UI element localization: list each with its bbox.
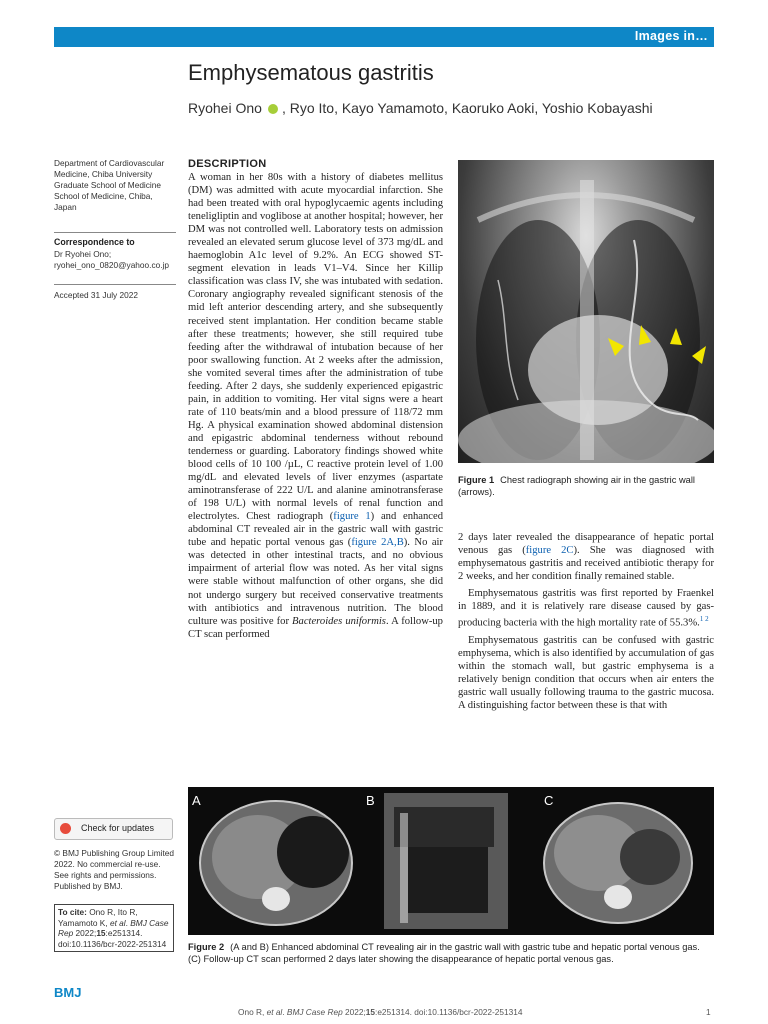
correspondence-email[interactable]: ryohei_ono_0820@yahoo.co.jp (54, 260, 169, 270)
figure-2ab-link[interactable]: figure 2A,B (351, 537, 404, 549)
bookmark-icon (60, 823, 71, 834)
section-heading: DESCRIPTION (188, 158, 267, 170)
correspondence-name: Dr Ryohei Ono; (54, 249, 112, 259)
check-updates-label: Check for updates (81, 823, 155, 833)
affiliation: Department of Cardiovascular Medicine, Chiba University Graduate School of Medicine School of Medicine, Chiba, Japan (54, 158, 165, 212)
author-list (188, 100, 653, 116)
bmj-logo: BMJ (54, 985, 82, 1000)
description-column-left (188, 171, 443, 641)
paragraph: A woman in her 80s with a history of diabetes mellitus (DM) was admitted with acute myocardial infarction. She had been treated with oral hypoglycaemic agents including teneligliptin and voglibose at another hospital; however, her DM was not controlled well. Laboratory tests on admission revealed an elevated serum glucose level of 373 mg/dL and haemoglobin A1c level of 9.2%. An ECG showed ST-segment elevation in leads V1–V4. Since her Killip classification was class IV, she was intubated with sedation. Coronary angiography revealed significant stenosis of the mid left anterior descending artery, and she subsequently received stent implantation. Her condition became stable after these treatments; however, she still required tube feeding after the withdrawal of intubation because of her poor swallowing function. At 2 weeks after the admission, she vomited several times after the administration of tube feeding. After 2 days, she suddenly experienced epigastric pain, in addition to vomiting. Her vital signs were a heart rate of 110 beats/min and a blood pressure of 118/72 mm Hg. A physical examination showed abdominal distension and epigastric abdominal tenderness without rebound tenderness or guarding. Laboratory findings showed white blood cells of 10 100 /µL, C reactive protein level of 1.00 mg/dL and elevated levels of liver enzymes (aspartate aminotransferase of 222 U/L and alanine aminotransferase of 198 U/L) with normal levels of renal function and electrolytes. Chest radiograph (figure 1) and enhanced abdominal CT revealed air in the gastric wall with gastric tube and hepatic portal venous gas (figure 2A,B). No air was detected in other intestinal tracts, and no obvious impairment of arterial flow was noted. As her vital signs were stable without malfunction of other organs, she did not undergo surgery but received conservative treatments with antibiotics and intravenous nutrition. The blood culture was positive for Bacteroides uniformis. A follow-up CT scan performed (188, 172, 444, 640)
divider (54, 284, 176, 285)
section-banner (54, 27, 714, 47)
first-author[interactable]: Ryohei Ono (188, 100, 262, 116)
description-column-right (458, 531, 714, 712)
figure-2c-link[interactable]: figure 2C (525, 545, 574, 557)
to-cite-label: To cite: (58, 907, 87, 917)
page-number: 1 (706, 1007, 711, 1017)
correspondence-label: Correspondence to (54, 237, 135, 247)
footer-citation: Ono R, et al. BMJ Case Rep 2022;15:e251314. doi:10.1136/bcr-2022-251314 (238, 1007, 523, 1017)
figure-1-link[interactable]: figure 1 (333, 511, 371, 523)
panel-label-b: B (366, 793, 375, 808)
article-title: Emphysematous gastritis (188, 60, 434, 85)
ct-scan-figure (188, 787, 714, 935)
panel-label-a: A (192, 793, 201, 808)
reference-link[interactable]: 1 2 (699, 615, 709, 624)
paragraph: Emphysematous gastritis can be confused with gastric emphysema, which is also identified by accumulation of gas within the stomach wall, but gastric emphysema is a relatively benign condition that occurs when air enters the gastric wall usually following trauma to the gastric mucosa. A distinguishing factor between these is that with (458, 634, 714, 712)
check-updates-button[interactable] (54, 818, 173, 840)
copyright-notice: © BMJ Publishing Group Limited 2022. No commercial re-use. See rights and permissions. Published by BMJ. (54, 848, 175, 891)
ct-panels-drawing (188, 787, 714, 935)
to-cite-box: To cite: Ono R, Ito R, Yamamoto K, et al. BMJ Case Rep 2022;15:e251314. doi:10.1136/bcr-2022-251314 (54, 904, 174, 952)
figure-1-caption: Figure 1 Chest radiograph showing air in the gastric wall (arrows). (458, 475, 695, 497)
accepted-date: Accepted 31 July 2022 (54, 290, 138, 300)
figure-2-caption: Figure 2 (A and B) Enhanced abdominal CT revealing air in the gastric wall with gastric tube and hepatic portal venous gas. (C) Follow-up CT scan performed 2 days later showing the disappearance of hepatic portal venous gas. (188, 942, 700, 964)
paragraph: 2 days later revealed the disappearance of hepatic portal venous gas (figure 2C). She was diagnosed with emphysematous gastritis and received antibiotic therapy for 2 weeks, and her condition finally remained stable. (458, 532, 714, 583)
radiograph-drawing (458, 160, 714, 463)
section-label: Images in… (634, 29, 708, 43)
panel-label-c: C (544, 793, 554, 808)
paragraph: Emphysematous gastritis was first reported by Fraenkel in 1889, and it is relatively rare disease caused by gas-producing bacteria with the high mortality rate of 55.3%.$^{1 2}$ (458, 588, 714, 629)
orcid-icon[interactable] (268, 104, 278, 114)
divider (54, 232, 176, 233)
chest-radiograph-image (458, 160, 714, 463)
other-authors: , Ryo Ito, Kayo Yamamoto, Kaoruko Aoki, Yoshio Kobayashi (281, 100, 653, 116)
